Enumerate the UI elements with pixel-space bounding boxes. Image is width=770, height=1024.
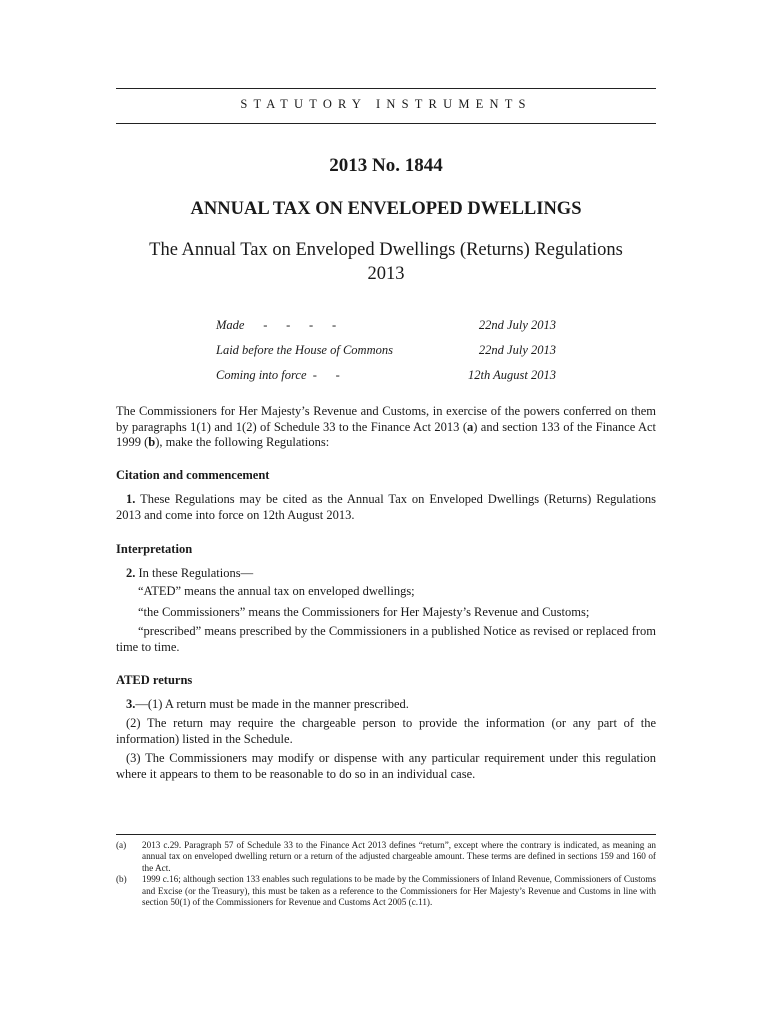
date-row-laid <box>216 343 556 368</box>
dates-block <box>216 318 556 393</box>
date-label: Made - - - - <box>216 318 337 332</box>
regulation-3-2: (2) The return may require the chargeable person to provide the information (or any part of the information) listed in the Schedule. <box>116 716 656 746</box>
footnote-rule <box>116 834 656 835</box>
footnote-text: 2013 c.29. Paragraph 57 of Schedule 33 to the Finance Act 2013 defines “return”, except where the contrary is indicated, as meaning an annual tax on enveloped dwelling return or a return of the adjusted chargeable amount. These terms are defined in sections 159 and 160 of the Act. <box>142 840 656 873</box>
footnote-text: 1999 c.16; although section 133 enables such regulations to be made by the Commissioners of Inland Revenue, Commissioners of Customs and Excise (or the Treasury), this must be taken as a reference to the Commissioners for Her Majesty’s Revenue and Customs in line with section 50(1) of the Commissioners for Revenue and Customs Act 2005 (c.11). <box>142 874 656 908</box>
top-rule <box>116 88 656 89</box>
footnotes <box>116 840 656 908</box>
regulation-1: 1. These Regulations may be cited as the Annual Tax on Enveloped Dwellings (Returns) Regulations 2013 and come into force on 12th August 2013. <box>116 492 656 522</box>
date-value: 22nd July 2013 <box>478 343 556 357</box>
series-label: STATUTORY INSTRUMENTS <box>240 97 532 111</box>
regulation-3-1: 3.—(1) A return must be made in the manner prescribed. <box>126 697 409 711</box>
regulation-number: 3. <box>126 697 136 711</box>
date-label: Coming into force - - <box>216 368 340 382</box>
date-row-made <box>216 318 556 343</box>
footnote-mark: (a) <box>116 840 127 850</box>
date-label: Laid before the House of Commons <box>216 343 393 357</box>
title-line-1: The Annual Tax on Enveloped Dwellings (Returns) Regulations <box>149 240 623 260</box>
instrument-subject: ANNUAL TAX ON ENVELOPED DWELLINGS <box>190 199 582 219</box>
heading-ated-returns: ATED returns <box>116 673 193 687</box>
title-line-2: 2013 <box>367 264 405 284</box>
footnote-b <box>116 874 656 908</box>
regulation-3-3: (3) The Commissioners may modify or dispense with any particular requirement under this regulation where it appears to them to be reasonable to do so in an individual case. <box>116 751 656 781</box>
footnote-ref-a[interactable]: a <box>467 419 474 434</box>
regulation-number: 1. <box>126 492 136 506</box>
header-rule <box>116 123 656 124</box>
instrument-title <box>116 238 656 286</box>
footnote-mark: (b) <box>116 874 127 885</box>
date-value: 12th August 2013 <box>468 368 556 382</box>
regulation-2-intro: 2. In these Regulations— <box>126 566 254 580</box>
regulation-number: 2. <box>126 566 136 580</box>
definition-commissioners: “the Commissioners” means the Commissioners for Her Majesty’s Revenue and Customs; <box>138 605 590 619</box>
date-row-in-force <box>216 368 556 393</box>
footnote-a <box>116 840 656 874</box>
heading-interpretation: Interpretation <box>116 542 193 556</box>
instrument-number: 2013 No. 1844 <box>329 155 443 176</box>
preamble: The Commissioners for Her Majesty’s Revenue and Customs, in exercise of the powers conferred on them by paragraphs 1(1) and 1(2) of Schedule 33 to the Finance Act 2013 (a) and section 133 of the Finance Act 1999 (b), make the following Regulations: <box>116 404 656 449</box>
definition-ated: “ATED” means the annual tax on enveloped dwellings; <box>138 584 415 598</box>
date-value: 22nd July 2013 <box>478 318 556 332</box>
heading-citation: Citation and commencement <box>116 468 270 482</box>
footnote-ref-b[interactable]: b <box>148 435 156 449</box>
definition-prescribed: “prescribed” means prescribed by the Commissioners in a published Notice as revised or replaced from time to time. <box>116 624 656 654</box>
